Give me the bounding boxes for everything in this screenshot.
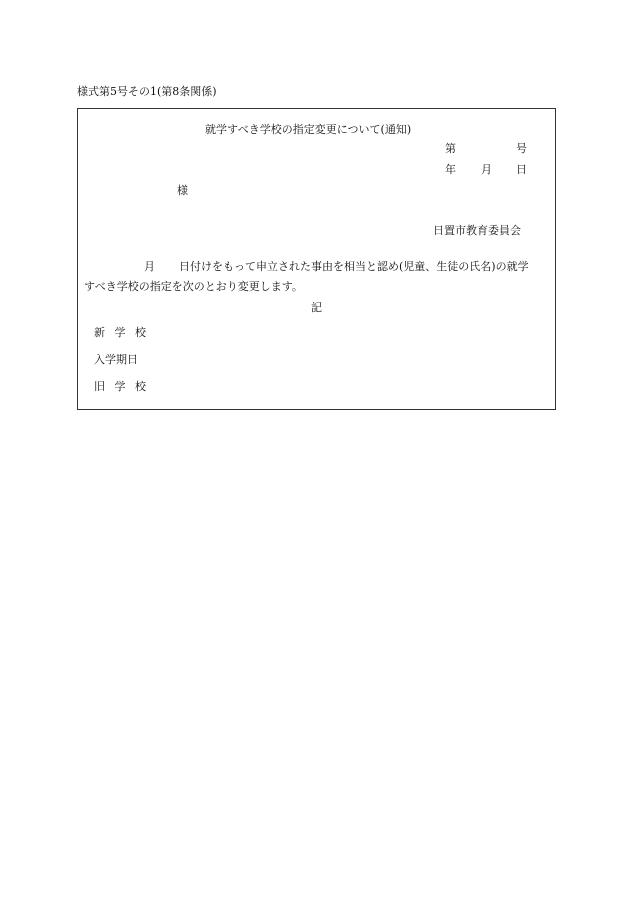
item-new-school: 新 学 校 <box>94 326 149 339</box>
body-text-line-1 <box>86 261 529 272</box>
form-number-label: 様式第5号その1(第8条関係) <box>77 85 217 98</box>
date-month-label: 月 <box>481 163 492 176</box>
document-number-suffix: 号 <box>516 142 527 155</box>
body-line-1-text: 日付けをもって申立された事由を相当と認め(児童、生徒の氏名)の就学 <box>179 260 529 273</box>
item-entry-date: 入学期日 <box>94 353 138 366</box>
ki-heading: 記 <box>311 301 322 314</box>
body-text-line-2: すべき学校の指定を次のとおり変更します。 <box>84 280 303 293</box>
addressee-honorific: 様 <box>177 184 188 197</box>
body-month-label: 月 <box>144 260 155 273</box>
item-old-school: 旧 学 校 <box>94 380 149 393</box>
date-day-label: 日 <box>516 163 527 176</box>
date-year-label: 年 <box>445 163 456 176</box>
issuer-name: 日置市教育委員会 <box>433 224 521 237</box>
notice-form-frame <box>77 108 556 410</box>
document-title: 就学すべき学校の指定変更について(通知) <box>205 123 412 136</box>
document-number-prefix: 第 <box>445 142 456 155</box>
